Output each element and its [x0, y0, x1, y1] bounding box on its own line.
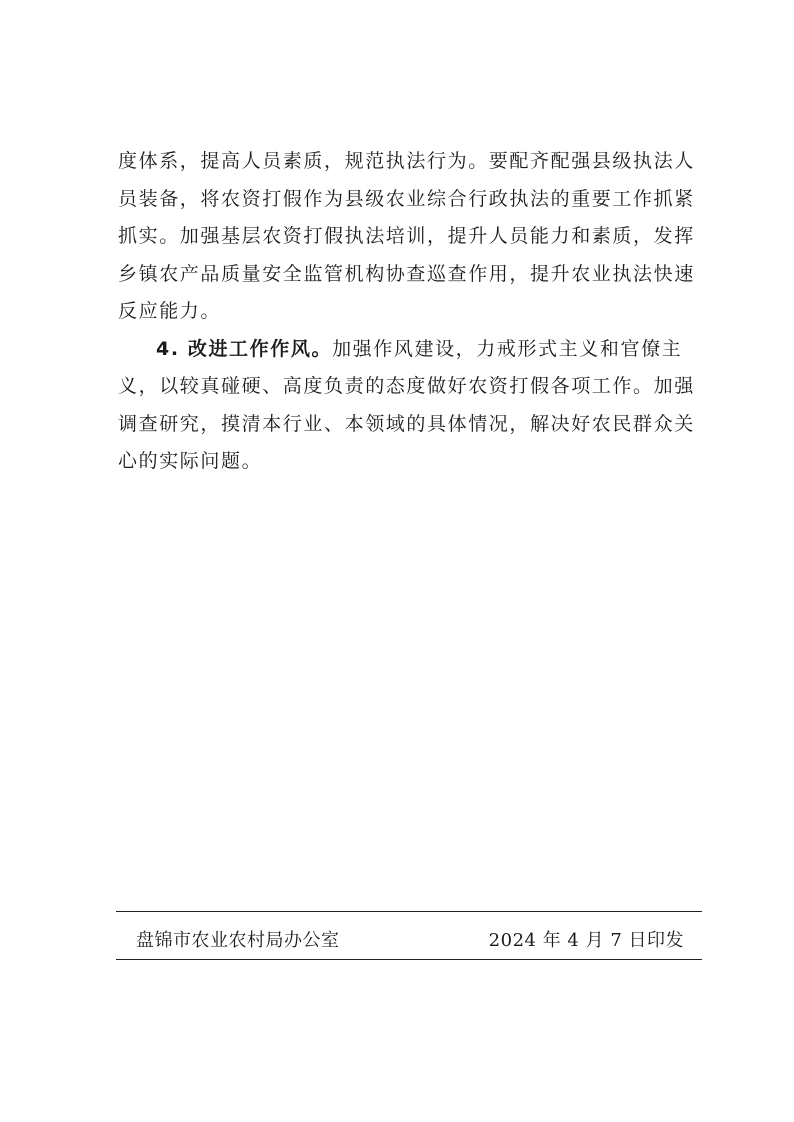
body-text	[118, 143, 708, 481]
para2-line-1	[118, 331, 708, 369]
para2-heading: 4. 改进工作作风。	[156, 337, 333, 360]
footer-top-rule	[116, 911, 702, 912]
para2-line-1-rest: 加强作风建设，力戒形式主义和官僚主	[332, 337, 683, 360]
footer-print-date: 2024 年 4 月 7 日印发	[488, 930, 684, 951]
para2-line-3: 调查研究，摸清本行业、本领域的具体情况，解决好农民群众关	[118, 412, 695, 435]
para1-line-3: 抓实。加强基层农资打假执法培训，提升人员能力和素质，发挥	[118, 225, 695, 247]
para1-line-4: 乡镇农产品质量安全监管机构协查巡查作用，提升农业执法快速	[118, 262, 695, 285]
para1-line-1: 度体系，提高人员素质，规范执法行为。要配齐配强县级执法人	[118, 150, 695, 172]
para1-line-2: 员装备，将农资打假作为县级农业综合行政执法的重要工作抓紧	[118, 187, 695, 210]
para2-line-2: 义，以较真碰硬、高度负责的态度做好农资打假各项工作。加强	[118, 375, 695, 397]
footer-office: 盘锦市农业农村局办公室	[136, 930, 340, 951]
footer-bottom-rule	[116, 959, 702, 960]
para2-line-4: 心的实际问题。	[118, 450, 263, 472]
para1-line-5: 反应能力。	[118, 300, 222, 322]
